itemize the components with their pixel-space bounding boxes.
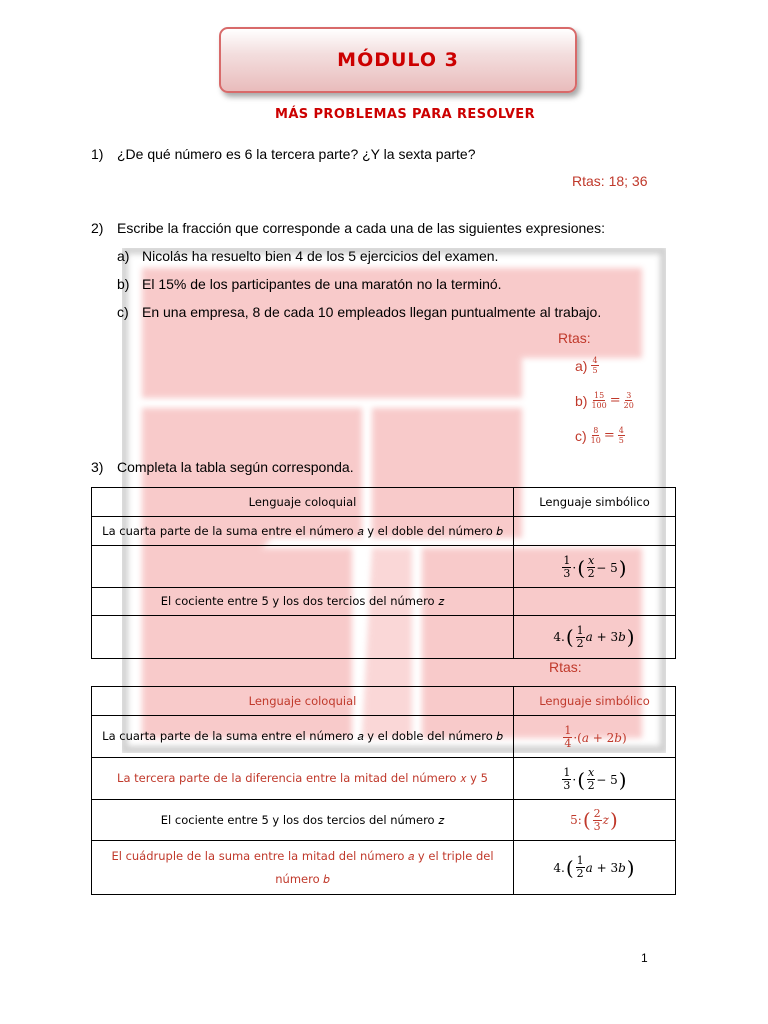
cell-simbolico bbox=[514, 841, 676, 895]
module-title: MÓDULO 3 bbox=[337, 49, 459, 71]
denominator: 10 bbox=[590, 436, 601, 445]
q1-answer: Rtas: 18; 36 bbox=[572, 173, 648, 189]
numerator: 1 bbox=[564, 724, 572, 737]
denominator: 20 bbox=[623, 401, 634, 410]
minus-five: − 5 bbox=[596, 772, 618, 787]
fraction bbox=[591, 356, 598, 375]
table-row bbox=[92, 800, 676, 841]
q2-item-c-text: En una empresa, 8 de cada 10 empleados llegan puntualmente al trabajo. bbox=[142, 304, 602, 320]
four-dot: 4. bbox=[553, 630, 565, 644]
q3-text: Completa la tabla según corresponda. bbox=[117, 459, 354, 475]
math-expression bbox=[553, 625, 635, 650]
fraction bbox=[591, 426, 601, 445]
page-number: 1 bbox=[641, 951, 648, 965]
math-expression bbox=[561, 555, 627, 580]
dot-operator: · bbox=[572, 560, 577, 575]
right-paren: ) bbox=[626, 855, 635, 880]
q2-answer-b-label: b) bbox=[575, 392, 588, 409]
q2-item-b-text: El 15% de los participantes de una maratón no la terminó. bbox=[142, 276, 502, 292]
numerator: 𝑥 bbox=[588, 766, 595, 779]
cell-coloquial bbox=[92, 546, 514, 588]
module-title-box bbox=[219, 27, 577, 93]
table-row bbox=[92, 716, 676, 758]
q3-answers-title: Rtas: bbox=[549, 659, 582, 675]
header-simbolico: Lenguaje simbólico bbox=[514, 687, 676, 716]
table-answers bbox=[91, 686, 676, 895]
minus-five: − 5 bbox=[596, 560, 618, 575]
denominator: 2 bbox=[587, 779, 595, 792]
q2-answer-b bbox=[575, 391, 635, 410]
q2-item-a-text: Nicolás ha resuelto bien 4 de los 5 ejercicios del examen. bbox=[142, 248, 499, 264]
q2-text: Escribe la fracción que corresponde a cada una de las siguientes expresiones: bbox=[117, 220, 605, 236]
math-expression bbox=[561, 767, 627, 792]
denominator: 3 bbox=[593, 819, 601, 833]
a-plus-3b: 𝑎 + 3𝑏 bbox=[585, 860, 626, 875]
table-header-row bbox=[92, 687, 676, 716]
cell-line: número 𝑏 bbox=[275, 871, 330, 886]
numerator: 1 bbox=[563, 766, 571, 779]
numerator: 8 bbox=[593, 426, 599, 435]
a-plus-2b: (𝑎 + 2𝑏) bbox=[577, 730, 627, 745]
cell-coloquial: El cociente entre 5 y los dos tercios del número 𝑧 bbox=[92, 588, 514, 616]
denominator: 3 bbox=[563, 567, 571, 580]
header-coloquial: Lenguaje coloquial bbox=[92, 687, 514, 716]
cell-coloquial bbox=[92, 841, 514, 895]
numerator: 4 bbox=[618, 426, 624, 435]
q1-number: 1) bbox=[91, 146, 104, 162]
left-paren: ( bbox=[582, 808, 591, 832]
fraction bbox=[562, 767, 571, 792]
table-row bbox=[92, 517, 676, 546]
fraction bbox=[576, 855, 585, 880]
cell-simbolico bbox=[514, 588, 676, 616]
numerator: 1 bbox=[576, 854, 584, 867]
dot-operator: · bbox=[573, 730, 578, 745]
fraction bbox=[618, 426, 625, 445]
math-expression bbox=[553, 855, 635, 880]
numerator: 1 bbox=[576, 623, 584, 637]
header-simbolico: Lenguaje simbólico bbox=[514, 488, 676, 517]
fraction bbox=[593, 808, 602, 833]
cell-simbolico bbox=[514, 517, 676, 546]
denominator: 3 bbox=[563, 779, 571, 792]
fraction bbox=[587, 555, 595, 580]
cell-coloquial: La cuarta parte de la suma entre el número 𝑎 y el doble del número 𝑏 bbox=[92, 716, 514, 758]
fraction bbox=[591, 391, 606, 410]
denominator: 2 bbox=[576, 867, 584, 880]
denominator: 2 bbox=[587, 567, 595, 580]
q1-text: ¿De qué número es 6 la tercera parte? ¿Y la sexta parte? bbox=[117, 146, 476, 162]
left-paren: ( bbox=[565, 855, 574, 880]
table-row bbox=[92, 841, 676, 895]
cell-simbolico bbox=[514, 546, 676, 588]
q2-answers-title: Rtas: bbox=[558, 330, 591, 346]
cell-simbolico bbox=[514, 800, 676, 841]
cell-simbolico bbox=[514, 616, 676, 659]
right-paren: ) bbox=[618, 555, 627, 580]
equals-sign: = bbox=[609, 393, 621, 408]
denominator: 2 bbox=[576, 636, 584, 650]
left-paren: ( bbox=[577, 767, 586, 792]
denominator: 100 bbox=[591, 401, 607, 410]
four-dot: 4. bbox=[553, 860, 565, 875]
q3-number: 3) bbox=[91, 459, 104, 475]
left-paren: ( bbox=[565, 625, 574, 649]
cell-simbolico bbox=[514, 716, 676, 758]
table-row bbox=[92, 758, 676, 800]
cell-simbolico bbox=[514, 758, 676, 800]
math-expression bbox=[570, 808, 619, 833]
numerator: 3 bbox=[626, 391, 632, 400]
fraction bbox=[587, 767, 595, 792]
dot-operator: · bbox=[572, 772, 577, 787]
right-paren: ) bbox=[618, 767, 627, 792]
numerator: 1 bbox=[563, 554, 571, 567]
left-paren: ( bbox=[577, 555, 586, 580]
five-colon: 5: bbox=[570, 813, 582, 827]
cell-coloquial: La cuarta parte de la suma entre el número 𝑎 y el doble del número 𝑏 bbox=[92, 517, 514, 546]
numerator: 15 bbox=[594, 391, 605, 400]
variable-z: 𝑧 bbox=[602, 813, 609, 827]
numerator: 4 bbox=[592, 356, 598, 365]
fraction bbox=[563, 725, 572, 750]
right-paren: ) bbox=[626, 625, 635, 649]
q2-item-b-label: b) bbox=[117, 276, 130, 292]
q2-item-a-label: a) bbox=[117, 248, 130, 264]
fraction bbox=[562, 555, 571, 580]
a-plus-3b: 𝑎 + 3𝑏 bbox=[585, 630, 626, 644]
header-coloquial: Lenguaje coloquial bbox=[92, 488, 514, 517]
math-expression bbox=[562, 725, 626, 750]
equals-sign: = bbox=[603, 428, 615, 443]
q2-answer-a-label: a) bbox=[575, 357, 588, 374]
q2-item-c-label: c) bbox=[117, 304, 129, 320]
cell-coloquial bbox=[92, 616, 514, 659]
numerator: 2 bbox=[593, 806, 601, 820]
table-header-row bbox=[92, 488, 676, 517]
cell-coloquial: La tercera parte de la diferencia entre la mitad del número 𝑥 y 5 bbox=[92, 758, 514, 800]
fraction bbox=[576, 625, 585, 650]
denominator: 5 bbox=[592, 366, 598, 375]
denominator: 5 bbox=[618, 436, 624, 445]
cell-line: El cuádruple de la suma entre la mitad del número 𝑎 y el triple del bbox=[111, 848, 494, 863]
table-row bbox=[92, 588, 676, 616]
q2-answer-c-label: c) bbox=[575, 427, 587, 444]
q2-answer-c bbox=[575, 426, 626, 445]
numerator: 𝑥 bbox=[588, 554, 595, 567]
table-row bbox=[92, 616, 676, 659]
table-exercise bbox=[91, 487, 676, 659]
page-subtitle: MÁS PROBLEMAS PARA RESOLVER bbox=[275, 107, 535, 122]
right-paren: ) bbox=[610, 808, 618, 832]
denominator: 4 bbox=[564, 737, 572, 750]
fraction bbox=[624, 391, 634, 410]
q2-answer-a bbox=[575, 356, 600, 375]
table-row bbox=[92, 546, 676, 588]
q2-number: 2) bbox=[91, 220, 104, 236]
cell-coloquial: El cociente entre 5 y los dos tercios del número 𝑧 bbox=[92, 800, 514, 841]
